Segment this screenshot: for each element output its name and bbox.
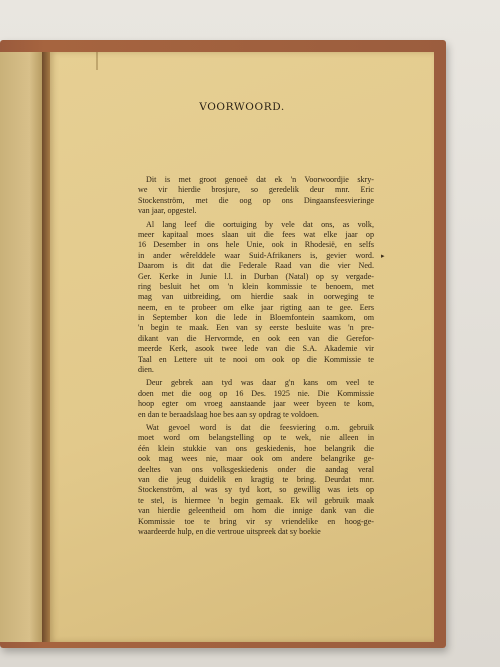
text-line: Daarom is dit dat die Federale Raad van die vier Ned.: [138, 261, 374, 271]
text-line: hoop egter om vroeg aanstaande jaar weer byeen te kom,: [138, 399, 374, 409]
text-line: 16 Desember in ons hele Unie, ook in Rhodesië, en selfs: [138, 240, 374, 250]
text-line: meer kapitaal moes slaan uit die fees wat elke jaar op: [138, 229, 374, 239]
text-line: van jaar, opgestel.: [138, 206, 197, 216]
text-line: Ger. Kerke in Junie l.l. in Durban (Natal) op sy vergade-: [138, 271, 374, 281]
text-line: Al lang leef die oortuiging by vele dat ons, as volk,: [146, 219, 374, 229]
body-text: [138, 175, 374, 537]
book-gutter: [42, 52, 50, 642]
text-line: van hierdie geleentheid om hom die innige dank van die: [138, 506, 374, 516]
text-line: één klein stukkie van ons geskiedenis, hoe belangrik die: [138, 443, 374, 453]
text-line: dikant van die Hervormde, en ook een van die Gerefor-: [138, 333, 374, 343]
text-line: deeltes van ons volksgeskiedenis onder die aandag veral: [138, 464, 374, 474]
text-line: Dit is met groot genoeë dat ek 'n Voorwoordjie skry-: [146, 175, 374, 184]
text-line: te stel, is hiermee 'n begin gemaak. Ek wil gebruik maak: [138, 495, 374, 505]
text-line: van die jeug duidelik en kragtig te bring. Deurdat mnr.: [138, 474, 374, 484]
text-line: moet word om belangstelling op te wek, nie alleen in: [138, 433, 374, 443]
text-line: Stockenström, met die oog op ons Dingaansfeesvieringe: [138, 195, 374, 205]
text-line: waardeerde hulp, en die vertroue uitspreek dat sy boekie: [138, 526, 321, 536]
margin-mark: ▸: [381, 252, 385, 260]
text-line: dien.: [138, 365, 154, 375]
text-line: 'n begin te maak. Een van sy eerste besluite was 'n pre-: [138, 323, 374, 333]
text-line: neem, en te probeer om elke jaar rigting aan te gee. Eers: [138, 302, 374, 312]
page-heading: VOORWOORD.: [199, 101, 285, 113]
text-line: Taal en Lettere uit te nooi om ook op die Kommissie te: [138, 354, 374, 364]
text-line: Deur gebrek aan tyd was daar g'n kans om veel te: [146, 378, 374, 388]
text-line: Stockenström, al was sy tyd kort, so gewillig was iets op: [138, 485, 374, 495]
text-line: ook mag wees nie, maar ook om andere belangrike ge-: [138, 454, 374, 464]
text-line: mag van uitbreiding, om hierdie saak in oorweging te: [138, 292, 374, 302]
left-page-edge: [0, 52, 43, 642]
text-line: meerde Kerk, asook twee lede van die S.A. Akademie vir: [138, 344, 374, 354]
text-line: in ander wêrelddele waar Suid-Afrikaners is, gevier word.: [138, 250, 374, 260]
text-line: ring besluit het om 'n klein kommissie te benoem, met: [138, 281, 374, 291]
page-crease: [96, 52, 98, 70]
text-line: Kommissie toe te bring vir sy vriendelike en hoog-ge-: [138, 516, 374, 526]
text-line: in September kon die lede in Bloemfontein saamkom, om: [138, 313, 374, 323]
text-line: doen met die oog op 16 Des. 1925 nie. Die Kommissie: [138, 388, 374, 398]
text-line: we vir hierdie brosjure, so geredelik deur mnr. Eric: [138, 185, 374, 195]
text-line: en dan te beraadslaag hoe bes aan sy opdrag te voldoen.: [138, 409, 319, 419]
text-line: Wat gevoel word is dat die feesviering o.m. gebruik: [146, 422, 374, 432]
